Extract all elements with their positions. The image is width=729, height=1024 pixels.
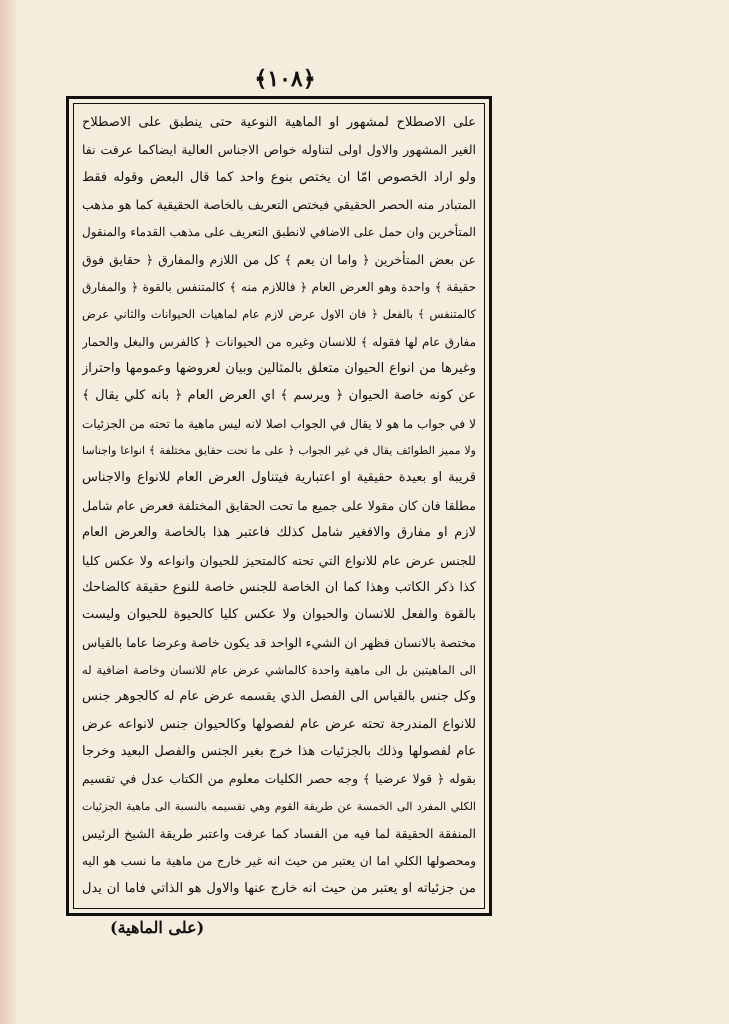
text-line: بالقوة والفعل للانسان والحيوان ولا عكس كليا كالحيوة للحيوان وليست (82, 607, 476, 623)
text-frame-inner (73, 103, 485, 909)
text-line: المتأخرين وان حمل على الاضافي لانطبق التعريف على مذهب القدماء والمنقول (82, 225, 476, 240)
catchword: (على الماهية) (110, 918, 205, 937)
text-line: وغيرها من انواع الحيوان متعلق بالمثالين وبيان لعروضها وعمومها واحتراز (82, 361, 476, 377)
text-line: للجنس عرض عام للانواع التي تحته كالمتحيز للحيوان وانواعه ولا عكس كليا (82, 552, 476, 568)
text-line: ولو اراد الخصوص امّا ان يختص بنوع واحد كما قال البعض وقوله فقط (82, 169, 476, 185)
text-line: كالمتنفس ﴾ بالفعل ﴿ فان الاول عرض لازم عام لماهيات الحيوانات والثاني عرض (82, 307, 476, 322)
text-line: المتبادر منه الحصر الحقيقي فيختص التعريف بالخاصة الحقيقية كما هو مذهب (82, 197, 476, 213)
text-line: حقيقة ﴾ واحدة وهو العرض العام ﴿ فاللازم منه ﴾ كالمتنفس بالقوة ﴿ والمفارق (82, 280, 476, 295)
text-line: الكلي المفرد الى الخمسة عن طريقة القوم وهي تقسيمه بالنسبة الى ماهية الجزئيات (82, 799, 476, 813)
page-number: ﴿١٠٨﴾ (254, 66, 316, 92)
text-line: وكل جنس بالقياس الى الفصل الذي يقسمه عرض عام له كالجوهر جنس (82, 689, 476, 705)
text-line: لازم او مفارق والافغير شامل كذلك فاعتبر هذا بالخاصة والعرض العام (82, 525, 476, 541)
book-binding-shadow (0, 0, 18, 1024)
text-frame (66, 96, 492, 916)
text-line: عن بعض المتأخرين ﴿ واما ان يعم ﴾ كل من اللازم والمفارق ﴿ حقايق فوق (82, 251, 476, 267)
text-line: عام لفصولها وذلك بالجزئيات هذا خرج بغير الجنس والفصل البعيد وخرجا (82, 743, 476, 759)
text-line: المنفقة الحقيقة لما فيه من الفساد كما عرفت واعتبر طريقة الشيخ الرئيس (82, 825, 476, 841)
text-line: من جزئياته او يعتبر من حيث انه خارج عنها والاول هو الذاتي فاما ان يدل (82, 880, 476, 896)
text-line: مختصة بالانسان فظهر ان الشيء الواحد قد يكون خاصة وعرضا عاما بالقياس (82, 634, 476, 650)
text-line: الغير المشهور والاول اولى لتناوله خواص الاجناس العالية ايضاكما عرفت نفا (82, 142, 476, 158)
text-line: على الاصطلاح لمشهور او الماهية النوعية حتى ينطبق على الاصطلاح (82, 115, 476, 130)
text-line: للانواع المندرجة تحته عرض عام لفصولها وكالحيوان جنس لانواعه عرض (82, 716, 476, 732)
text-line: لا في جواب ما هو لا يقال في الجواب اصلا لانه ليس ماهية ما تحته من الجزئيات (82, 416, 476, 431)
text-line: مفارق عام لها فقوله ﴾ للانسان وغيره من الحيوانات ﴿ كالفرس والبغل والحمار (82, 334, 476, 349)
text-line: عن كونه خاصة الحيوان ﴿ ويرسم ﴾ اي العرض العام ﴿ بانه كلي يقال ﴾ (82, 388, 476, 404)
text-line: ومحصولها الكلي اما ان يعتبر من حيث انه غير خارج من ماهية ما نسب هو اليه (82, 854, 476, 869)
text-line: بقوله ﴿ قولا عرضيا ﴾ وجه حصر الكليات معلوم من الكتاب عدل في تقسيم (82, 771, 476, 787)
body-text (82, 110, 476, 902)
text-line: مطلقا فان كان مقولا على جميع ما تحت الحقايق المختلفة فعرض عام شامل (82, 497, 476, 513)
text-line: ولا مميز الطوائف يقال في غير الجواب ﴿ على ما تحت حقايق مختلفة ﴾ انواعا واجناسا (82, 444, 476, 458)
text-line: كذا ذكر الكاتب وهذا كما ان الخاصة للجنس خاصة للنوع حقيقة كالضاحك (82, 579, 476, 595)
text-line: الى الماهيتين بل الى ماهية واحدة كالماشي عرض عام للانسان وخاصة اضافية له (82, 662, 476, 677)
text-line: قريبة او بعيدة حقيقية او اعتبارية فيتناول العرض العام للانواع والاجناس (82, 470, 476, 486)
